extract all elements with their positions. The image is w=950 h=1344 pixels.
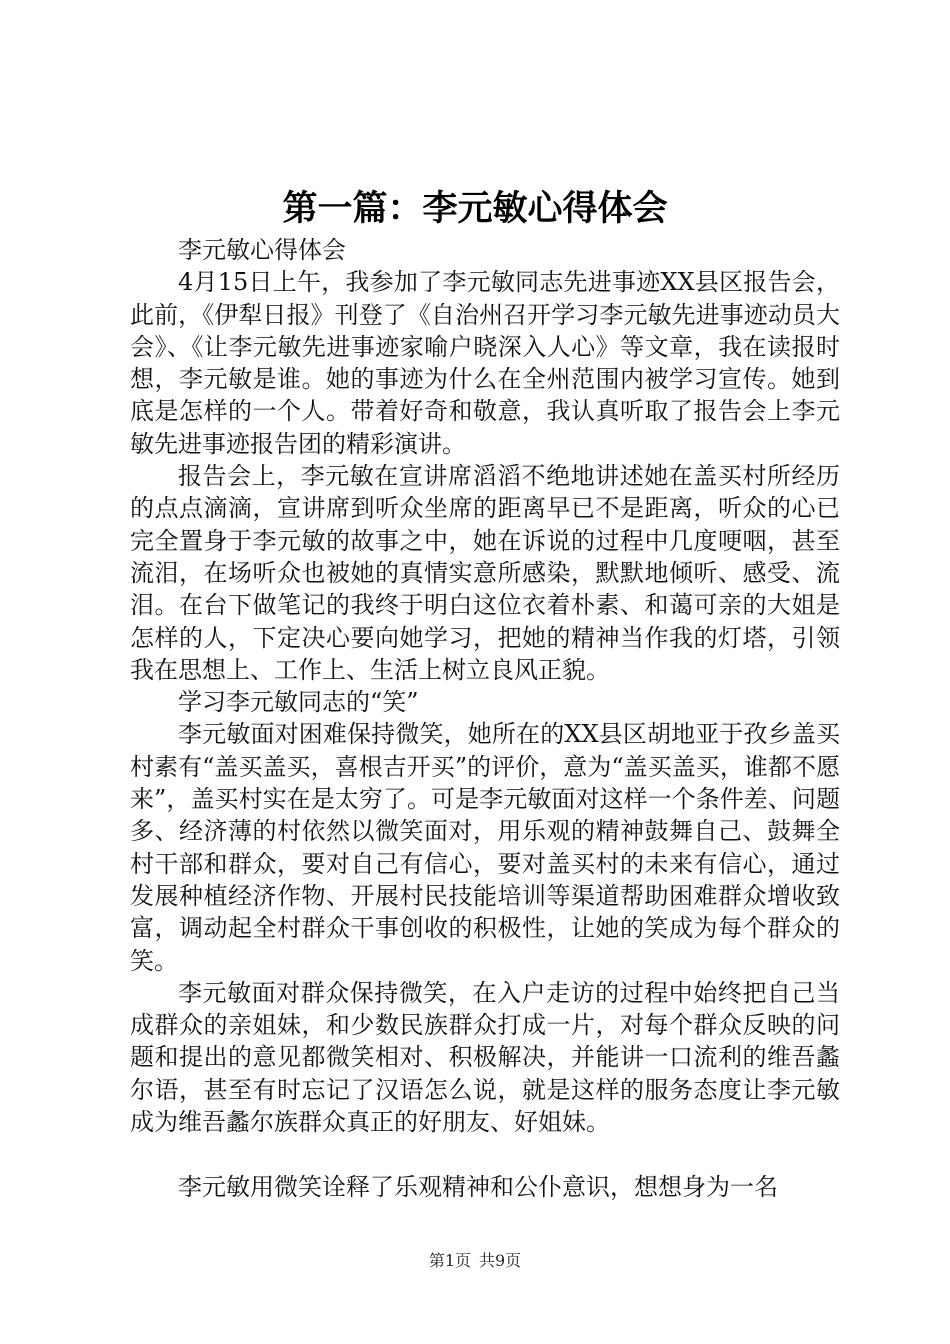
paragraph: 李元敏面对群众保持微笑，在入户走访的过程中始终把自己当成群众的亲姐妹，和少数民族群众打成一片，对每个群众反映的问题和提出的意见都微笑相对、积极解决，并能讲一口流利的维吾蠡尔语，甚至有时忘记了汉语怎么说，就是这样的服务态度让李元敏成为维吾蠡尔族群众真正的好朋友、好姐妹。 <box>130 978 840 1137</box>
paragraph: 4月15日上午，我参加了李元敏同志先进事迹XX县区报告会，此前，《伊犁日报》刊登了《自治州召开学习李元敏先进事迹动员大会》、《让李元敏先进事迹家喻户晓深入人心》等文章，我在读报时想，李元敏是谁。她的事迹为什么在全州范围内被学习宣传。她到底是怎样的一个人。带着好奇和敬意，我认真听取了报告会上李元敏先进事迹报告团的精彩演讲。 <box>130 268 840 458</box>
document-body <box>130 234 840 1204</box>
paragraph: 李元敏心得体会 <box>178 236 346 264</box>
section-heading: 学习李元敏同志的“笑” <box>178 688 419 717</box>
paragraph: 李元敏用微笑诠释了乐观精神和公仆意识，想想身为一名 <box>178 1173 778 1202</box>
page-number: 第1页 <box>428 1251 471 1270</box>
page-footer <box>0 1248 950 1271</box>
page-total: 共9页 <box>479 1251 522 1270</box>
paragraph: 李元敏面对困难保持微笑，她所在的XX县区胡地亚于孜乡盖买村素有“盖买盖买，喜根吉开买”的评价，意为“盖买盖买，谁都不愿来”，盖买村实在是太穷了。可是李元敏面对这样一个条件差、问题多、经济薄的村依然以微笑面对，用乐观的精神鼓舞自己、鼓舞全村干部和群众，要对自己有信心，要对盖买村的未来有信心，通过发展种植经济作物、开展村民技能培训等渠道帮助困难群众增收致富，调动起全村群众干事创收的积极性，让她的笑成为每个群众的笑。 <box>130 720 840 975</box>
paragraph: 报告会上，李元敏在宣讲席滔滔不绝地讲述她在盖买村所经历的点点滴滴，宣讲席到听众坐席的距离早已不是距离，听众的心已完全置身于李元敏的故事之中，她在诉说的过程中几度哽咽，甚至流泪，在场听众也被她的真情实意所感染，默默地倾听、感受、流泪。在台下做笔记的我终于明白这位衣着朴素、和蔼可亲的大姐是怎样的人，下定决心要向她学习，把她的精神当作我的灯塔，引领我在思想上、工作上、生活上树立良风正貌。 <box>130 462 840 684</box>
document-title: 第一篇：李元敏心得体会 <box>282 188 668 229</box>
